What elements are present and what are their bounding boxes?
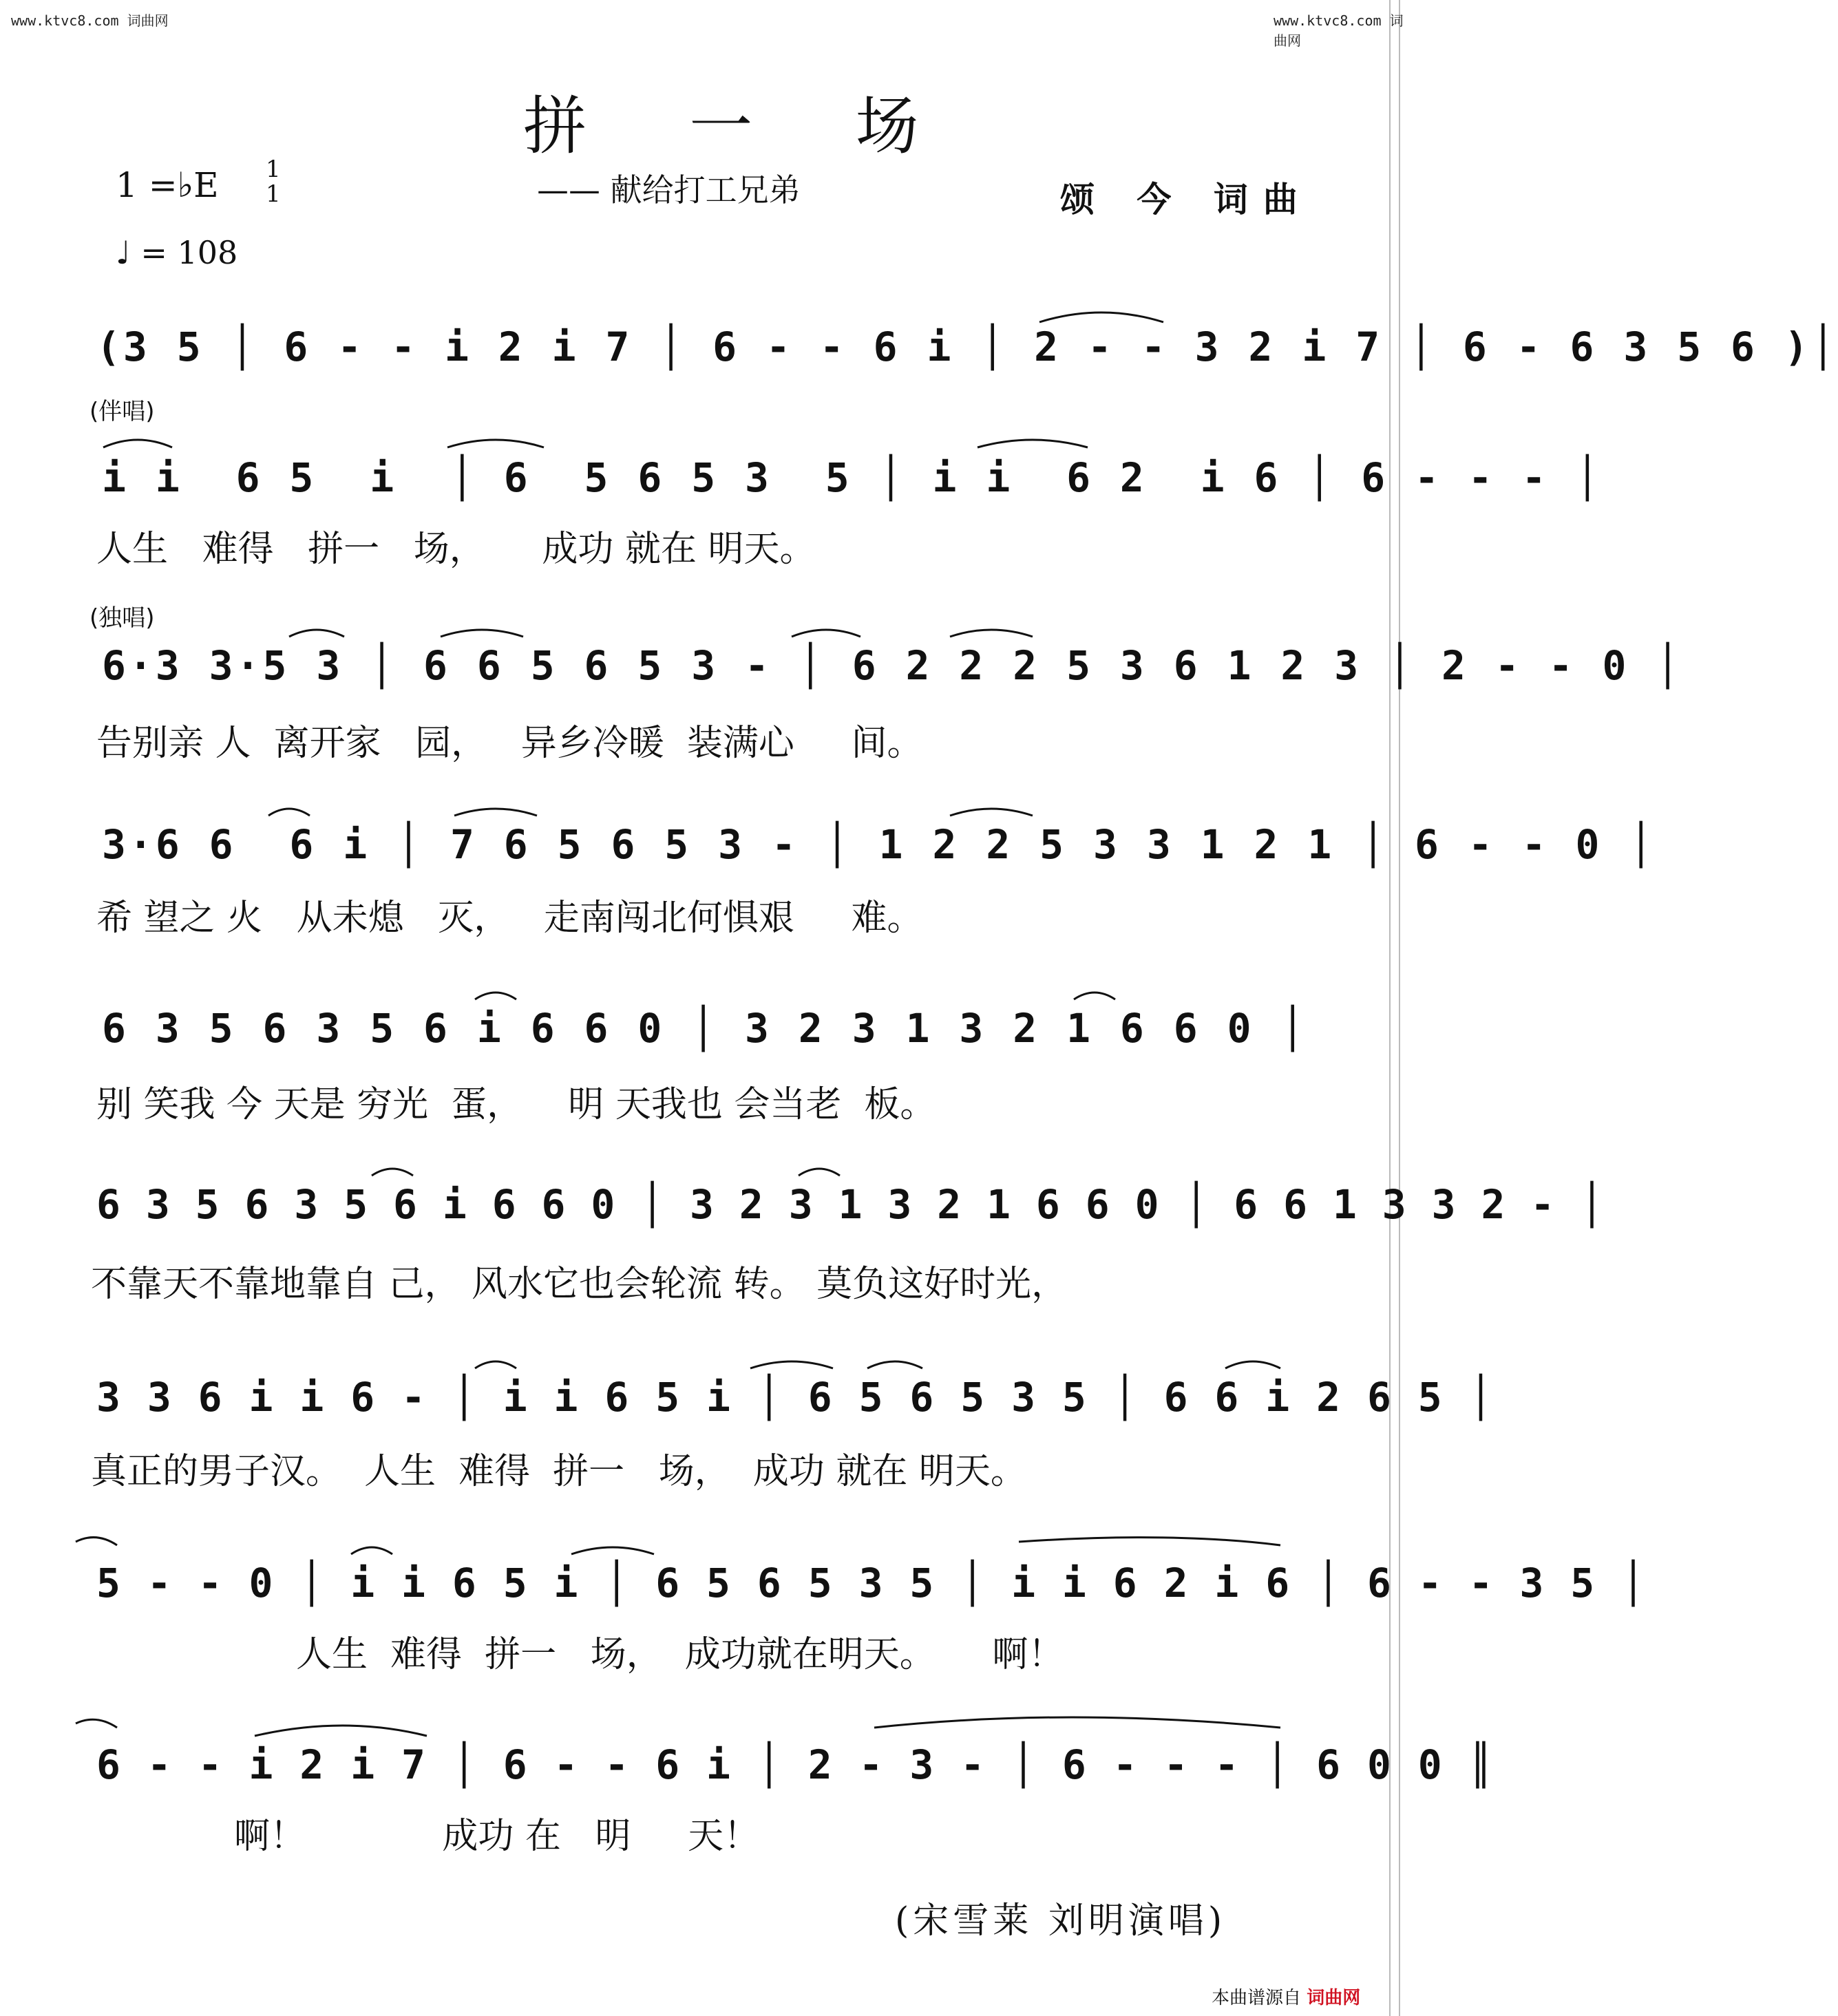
slur-mark [571,1547,654,1554]
slur-mark [1039,312,1163,322]
score-line-4-notes: 3·6 6 6 i │ 7 6 5 6 5 3 - │ 1 2 2 5 3 3 1 2 1 │ 6 - - 0 │ [102,821,1656,868]
slur-mark [255,1726,427,1736]
slur-mark [950,809,1033,816]
slur-mark [978,440,1088,447]
slur-mark [454,809,537,816]
slur-mark [372,1169,413,1176]
slur-mark [289,630,344,637]
site-watermark-right: www.ktvc8.com 词曲网 [1274,12,1404,49]
score-line-7-notes: 3 3 6 i i 6 - │ i i 6 5 i │ 6 5 6 5 3 5 │ 6 6 i 2 6 5 │ [96,1374,1494,1421]
slur-mark [1074,993,1115,999]
score-line-7-lyrics: 真正的男子汉。 人生 难得 拼一 场， 成功 就在 明天。 [91,1451,1026,1492]
song-title: 拼 一 场 [523,89,960,163]
score-line-4-lyrics: 希 望之 火 从未熄 灭， 走南闯北何惧艰 难。 [96,898,923,939]
slur-mark [475,1361,516,1368]
score-line-2-lyrics: 人生 难得 拼一 场， 成功 就在 明天。 [96,529,816,570]
slur-mark [447,440,544,447]
time-signature-bottom: 1 [266,180,281,208]
slur-mark [441,630,523,637]
score-line-9-notes: 6 - - i 2 i 7 │ 6 - - 6 i │ 2 - 3 - │ 6 - - - │ 6 0 0 ║ [96,1741,1494,1788]
site-watermark-left: www.ktvc8.com 词曲网 [11,12,169,29]
time-signature-top: 1 [266,156,281,183]
slur-mark [268,809,310,816]
slur-mark [475,993,516,999]
footer-source [1212,1984,1360,2009]
role-solo-label: (独唱) [89,604,155,632]
score-line-1-notes: (3 5 │ 6 - - i 2 i 7 │ 6 - - 6 i │ 2 - - 3 2 i 7 │ 6 - 6 3 5 6 )│ [96,323,1838,370]
slur-mark [867,1361,922,1368]
footer-prefix: 本曲谱源自 [1212,1988,1302,2008]
composer-credit: 颂 今 词曲 [1060,179,1313,220]
score-line-8-notes: 5 - - 0 │ i i 6 5 i │ 6 5 6 5 3 5 │ i i 6 2 i 6 │ 6 - - 3 5 │ [96,1560,1647,1606]
slur-mark [1225,1361,1280,1368]
slur-mark [351,1547,392,1554]
score-line-5-lyrics: 别 笑我 今 天是 穷光 蛋， 明 天我也 会当老 板。 [96,1084,936,1125]
slur-mark [76,1719,117,1728]
score-line-8-lyrics: 人生 难得 拼一 场， 成功就在明天。 啊！ [296,1634,1064,1675]
slur-mark [750,1361,833,1368]
tempo-marking: ♩ = 108 [116,234,238,271]
slur-mark [874,1717,1280,1728]
score-line-6-notes: 6 3 5 6 3 5 6 i 6 6 0 │ 3 2 3 1 3 2 1 6 6 0 │ 6 6 1 3 3 2 - │ [96,1181,1605,1228]
slur-mark [799,1169,840,1176]
performer-credit: (宋雪莱 刘明演唱) [895,1900,1227,1942]
song-subtitle: —— 献给打工兄弟 [537,171,801,209]
role-chorus-label: (伴唱) [89,398,155,425]
slur-mark [103,440,172,447]
slur-mark [1019,1538,1280,1545]
score-line-3-lyrics: 告别亲 人 离开家 园， 异乡冷暖 装满心 间。 [96,723,923,764]
score-line-2-notes: i i 6 5 i │ 6 5 6 5 3 5 │ i i 6 2 i 6 │ 6 - - - │ [102,454,1603,501]
score-line-6-lyrics: 不靠天不靠地靠自 己， 风水它也会轮流 转。 莫负这好时光， [91,1264,1068,1305]
score-line-9-lyrics: 啊！ 成功 在 明 天！ [234,1816,760,1857]
score-line-3-notes: 6·3 3·5 3 │ 6 6 5 6 5 3 - │ 6 2 2 2 5 3 6 1 2 3 │ 2 - - 0 │ [102,642,1683,689]
key-signature: 1 =♭E [116,165,219,205]
slur-mark [950,630,1033,637]
score-line-5-notes: 6 3 5 6 3 5 6 i 6 6 0 │ 3 2 3 1 3 2 1 6 6 0 │ [102,1005,1308,1052]
footer-brand-link[interactable]: 词曲网 [1307,1988,1361,2008]
slur-mark [76,1538,117,1545]
slur-mark [792,630,860,637]
